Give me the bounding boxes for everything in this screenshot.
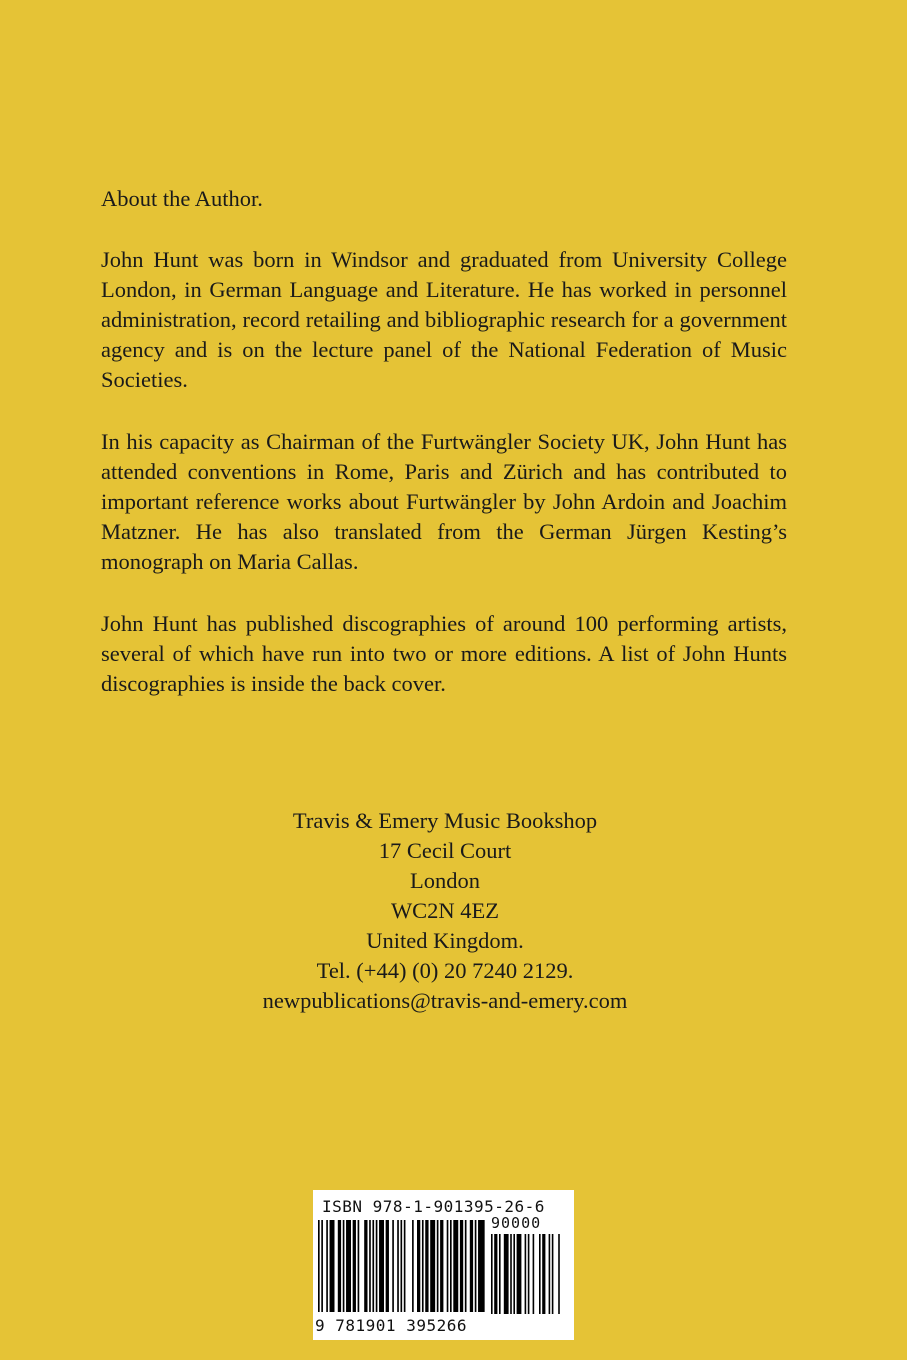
barcode-bar xyxy=(517,1234,522,1314)
barcode-bar xyxy=(318,1220,320,1312)
barcode-bar xyxy=(470,1220,473,1312)
barcode-bar xyxy=(450,1220,452,1312)
barcode-bar xyxy=(412,1220,414,1312)
barcode-bar xyxy=(376,1220,378,1312)
barcode-bar xyxy=(343,1220,345,1312)
barcode-bar xyxy=(330,1220,335,1312)
barcode-bar xyxy=(494,1234,497,1314)
barcode-bar xyxy=(346,1220,351,1312)
barcode-bar xyxy=(386,1220,389,1312)
barcode-bar xyxy=(417,1220,420,1312)
barcode-bar xyxy=(525,1234,527,1314)
barcode-bar xyxy=(558,1234,560,1314)
publisher-name: Travis & Emery Music Bookshop xyxy=(292,808,598,833)
barcode-bar xyxy=(430,1220,435,1312)
publisher-email: newpublications@travis-and-emery.com xyxy=(262,988,628,1013)
barcode-bar xyxy=(513,1234,515,1314)
barcode-bar xyxy=(397,1220,399,1312)
barcode-bar xyxy=(358,1220,360,1312)
publisher-phone: Tel. (+44) (0) 20 7240 2129. xyxy=(316,958,574,983)
publisher-address xyxy=(200,806,690,1016)
barcode-bar xyxy=(440,1220,443,1312)
barcode-bar xyxy=(533,1234,535,1314)
publisher-country: United Kingdom. xyxy=(366,928,524,953)
barcode-bar xyxy=(552,1234,554,1314)
barcode-bar xyxy=(504,1234,509,1314)
barcode-bar xyxy=(528,1234,530,1314)
publisher-city: London xyxy=(410,868,480,893)
about-paragraph-2: In his capacity as Chairman of the Furtwängler Society UK, John Hunt has attended conventions in Rome, Paris and Zürich and has contributed to important reference works about Furtwängler by John Ardoin and Joachim Matzner. He has also translated from the German Jürgen Kesting’s monograph on Maria Callas. xyxy=(101,429,787,574)
about-heading: About the Author. xyxy=(101,186,263,211)
barcode-bar xyxy=(478,1220,485,1312)
barcode-bar xyxy=(475,1220,477,1312)
barcode-bar xyxy=(401,1220,403,1312)
barcode-bar xyxy=(425,1220,428,1312)
barcode-bar xyxy=(453,1220,458,1312)
barcode-bar xyxy=(510,1234,512,1314)
barcode-bar xyxy=(338,1220,341,1312)
barcode-bar xyxy=(353,1220,356,1312)
about-paragraph-1: John Hunt was born in Windsor and graduated from University College London, in German Language and Literature. He has worked in personnel administration, record retailing and bibliographic research for a government agency and is on the lecture panel of the National Federation of Music Societies. xyxy=(101,247,787,392)
barcode-bar xyxy=(392,1220,394,1312)
barcode-bar xyxy=(549,1234,551,1314)
barcode-bar xyxy=(379,1220,384,1312)
publisher-street: 17 Cecil Court xyxy=(378,838,512,863)
about-the-author-section xyxy=(101,184,787,731)
barcode-bar xyxy=(539,1234,541,1314)
ean13-barcode-bars xyxy=(318,1220,486,1316)
publisher-postcode: WC2N 4EZ xyxy=(390,898,500,923)
barcode-bar xyxy=(321,1220,323,1312)
addon-barcode-bars xyxy=(491,1234,567,1316)
barcode-bar xyxy=(491,1234,493,1314)
isbn-barcode xyxy=(313,1190,574,1340)
about-paragraph-3: John Hunt has published discographies of around 100 performing artists, several of which have run into two or more editions. A list of John Hunts discographies is inside the back cover. xyxy=(101,611,787,696)
barcode-bar xyxy=(369,1220,371,1312)
barcode-bar xyxy=(326,1220,328,1312)
barcode-bar xyxy=(422,1220,424,1312)
barcode-addon-digits: 90000 xyxy=(491,1214,542,1232)
barcode-bar xyxy=(364,1220,367,1312)
isbn-label: ISBN 978-1-901395-26-6 xyxy=(322,1197,545,1216)
barcode-bar xyxy=(437,1220,439,1312)
barcode-bar xyxy=(447,1220,449,1312)
barcode-bar xyxy=(372,1220,374,1312)
barcode-bar xyxy=(465,1220,467,1312)
barcode-bar xyxy=(460,1220,463,1312)
barcode-digits: 9 781901 395266 xyxy=(315,1316,467,1335)
barcode-bar xyxy=(542,1234,545,1314)
barcode-bar xyxy=(404,1220,406,1312)
barcode-bar xyxy=(499,1234,501,1314)
